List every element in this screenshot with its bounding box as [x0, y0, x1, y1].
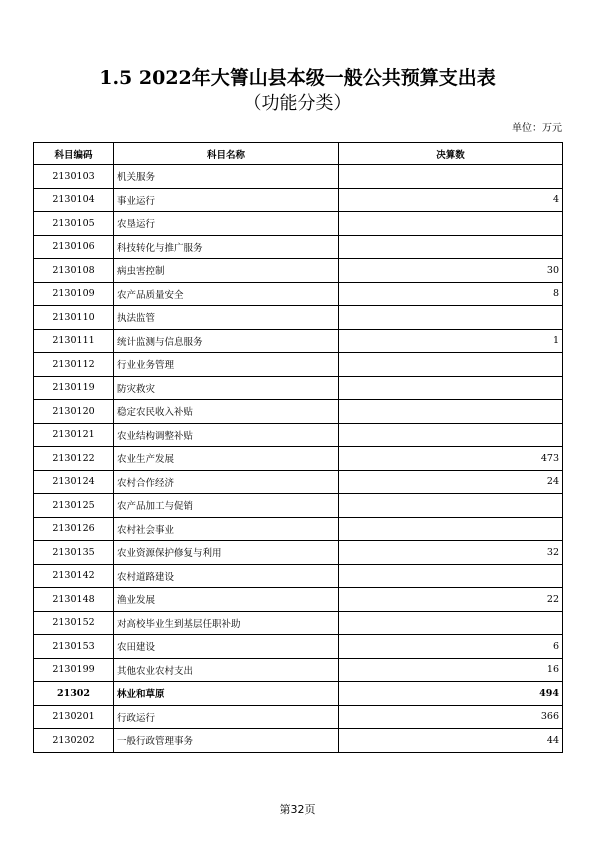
code-cell: 2130121	[34, 423, 114, 447]
code-cell: 2130119	[34, 376, 114, 400]
table-row	[34, 282, 563, 306]
code-cell: 2130152	[34, 611, 114, 635]
amount-cell: 16	[339, 658, 563, 682]
amount-cell: 30	[339, 259, 563, 283]
amount-cell	[339, 494, 563, 518]
table-header-row	[34, 143, 563, 165]
amount-cell	[339, 212, 563, 236]
header-amount: 决算数	[339, 143, 563, 165]
amount-cell	[339, 165, 563, 189]
code-cell: 2130122	[34, 447, 114, 471]
amount-cell	[339, 235, 563, 259]
code-cell: 2130126	[34, 517, 114, 541]
name-cell: 稳定农民收入补贴	[114, 400, 339, 424]
code-cell: 2130110	[34, 306, 114, 330]
name-cell: 对高校毕业生到基层任职补助	[114, 611, 339, 635]
table-row	[34, 165, 563, 189]
table-row	[34, 353, 563, 377]
name-cell: 农田建设	[114, 635, 339, 659]
code-cell: 2130112	[34, 353, 114, 377]
table-row	[34, 682, 563, 706]
amount-cell: 494	[339, 682, 563, 706]
name-cell: 农产品加工与促销	[114, 494, 339, 518]
table-row	[34, 188, 563, 212]
amount-cell	[339, 353, 563, 377]
name-cell: 农业生产发展	[114, 447, 339, 471]
table-row	[34, 447, 563, 471]
amount-cell: 32	[339, 541, 563, 565]
code-cell: 2130103	[34, 165, 114, 189]
table-row	[34, 494, 563, 518]
table-row	[34, 658, 563, 682]
name-cell: 林业和草原	[114, 682, 339, 706]
table-row	[34, 259, 563, 283]
amount-cell	[339, 306, 563, 330]
code-cell: 2130124	[34, 470, 114, 494]
name-cell: 事业运行	[114, 188, 339, 212]
name-cell: 渔业发展	[114, 588, 339, 612]
name-cell: 统计监测与信息服务	[114, 329, 339, 353]
table-row	[34, 376, 563, 400]
name-cell: 防灾救灾	[114, 376, 339, 400]
table-row	[34, 517, 563, 541]
name-cell: 农村合作经济	[114, 470, 339, 494]
code-cell: 2130104	[34, 188, 114, 212]
table-row	[34, 564, 563, 588]
amount-cell: 1	[339, 329, 563, 353]
amount-cell	[339, 423, 563, 447]
table-row	[34, 306, 563, 330]
page-title: 1.5 2022年大箐山县本级一般公共预算支出表	[99, 67, 496, 89]
name-cell: 农村社会事业	[114, 517, 339, 541]
table-row	[34, 235, 563, 259]
table-row	[34, 705, 563, 729]
code-cell: 2130108	[34, 259, 114, 283]
name-cell: 一般行政管理事务	[114, 729, 339, 753]
code-cell: 2130202	[34, 729, 114, 753]
name-cell: 农村道路建设	[114, 564, 339, 588]
amount-cell: 473	[339, 447, 563, 471]
table-row	[34, 588, 563, 612]
code-cell: 21302	[34, 682, 114, 706]
amount-cell: 366	[339, 705, 563, 729]
code-cell: 2130153	[34, 635, 114, 659]
table-body	[34, 165, 563, 753]
amount-cell: 44	[339, 729, 563, 753]
code-cell: 2130109	[34, 282, 114, 306]
table-row	[34, 470, 563, 494]
table-row	[34, 541, 563, 565]
code-cell: 2130142	[34, 564, 114, 588]
table-row	[34, 400, 563, 424]
code-cell: 2130148	[34, 588, 114, 612]
page-number: 第32页	[279, 803, 316, 816]
table-row	[34, 212, 563, 236]
name-cell: 农产品质量安全	[114, 282, 339, 306]
code-cell: 2130106	[34, 235, 114, 259]
name-cell: 行政运行	[114, 705, 339, 729]
code-cell: 2130105	[34, 212, 114, 236]
amount-cell: 24	[339, 470, 563, 494]
name-cell: 农业结构调整补贴	[114, 423, 339, 447]
name-cell: 科技转化与推广服务	[114, 235, 339, 259]
name-cell: 机关服务	[114, 165, 339, 189]
amount-cell	[339, 400, 563, 424]
name-cell: 执法监管	[114, 306, 339, 330]
code-cell: 2130135	[34, 541, 114, 565]
amount-cell	[339, 376, 563, 400]
code-cell: 2130201	[34, 705, 114, 729]
name-cell: 农垦运行	[114, 212, 339, 236]
header-name: 科目名称	[114, 143, 339, 165]
amount-cell	[339, 517, 563, 541]
code-cell: 2130120	[34, 400, 114, 424]
table-row	[34, 329, 563, 353]
table-row	[34, 635, 563, 659]
table-row	[34, 423, 563, 447]
code-cell: 2130199	[34, 658, 114, 682]
header-code: 科目编码	[34, 143, 114, 165]
amount-cell	[339, 611, 563, 635]
name-cell: 其他农业农村支出	[114, 658, 339, 682]
amount-cell	[339, 564, 563, 588]
amount-cell: 4	[339, 188, 563, 212]
amount-cell: 8	[339, 282, 563, 306]
table-row	[34, 729, 563, 753]
amount-cell: 6	[339, 635, 563, 659]
table-row	[34, 611, 563, 635]
unit-label: 单位：万元	[512, 123, 562, 134]
name-cell: 行业业务管理	[114, 353, 339, 377]
expenditure-table	[33, 142, 563, 753]
amount-cell: 22	[339, 588, 563, 612]
code-cell: 2130111	[34, 329, 114, 353]
page-subtitle: （功能分类）	[243, 93, 352, 114]
name-cell: 病虫害控制	[114, 259, 339, 283]
code-cell: 2130125	[34, 494, 114, 518]
name-cell: 农业资源保护修复与利用	[114, 541, 339, 565]
